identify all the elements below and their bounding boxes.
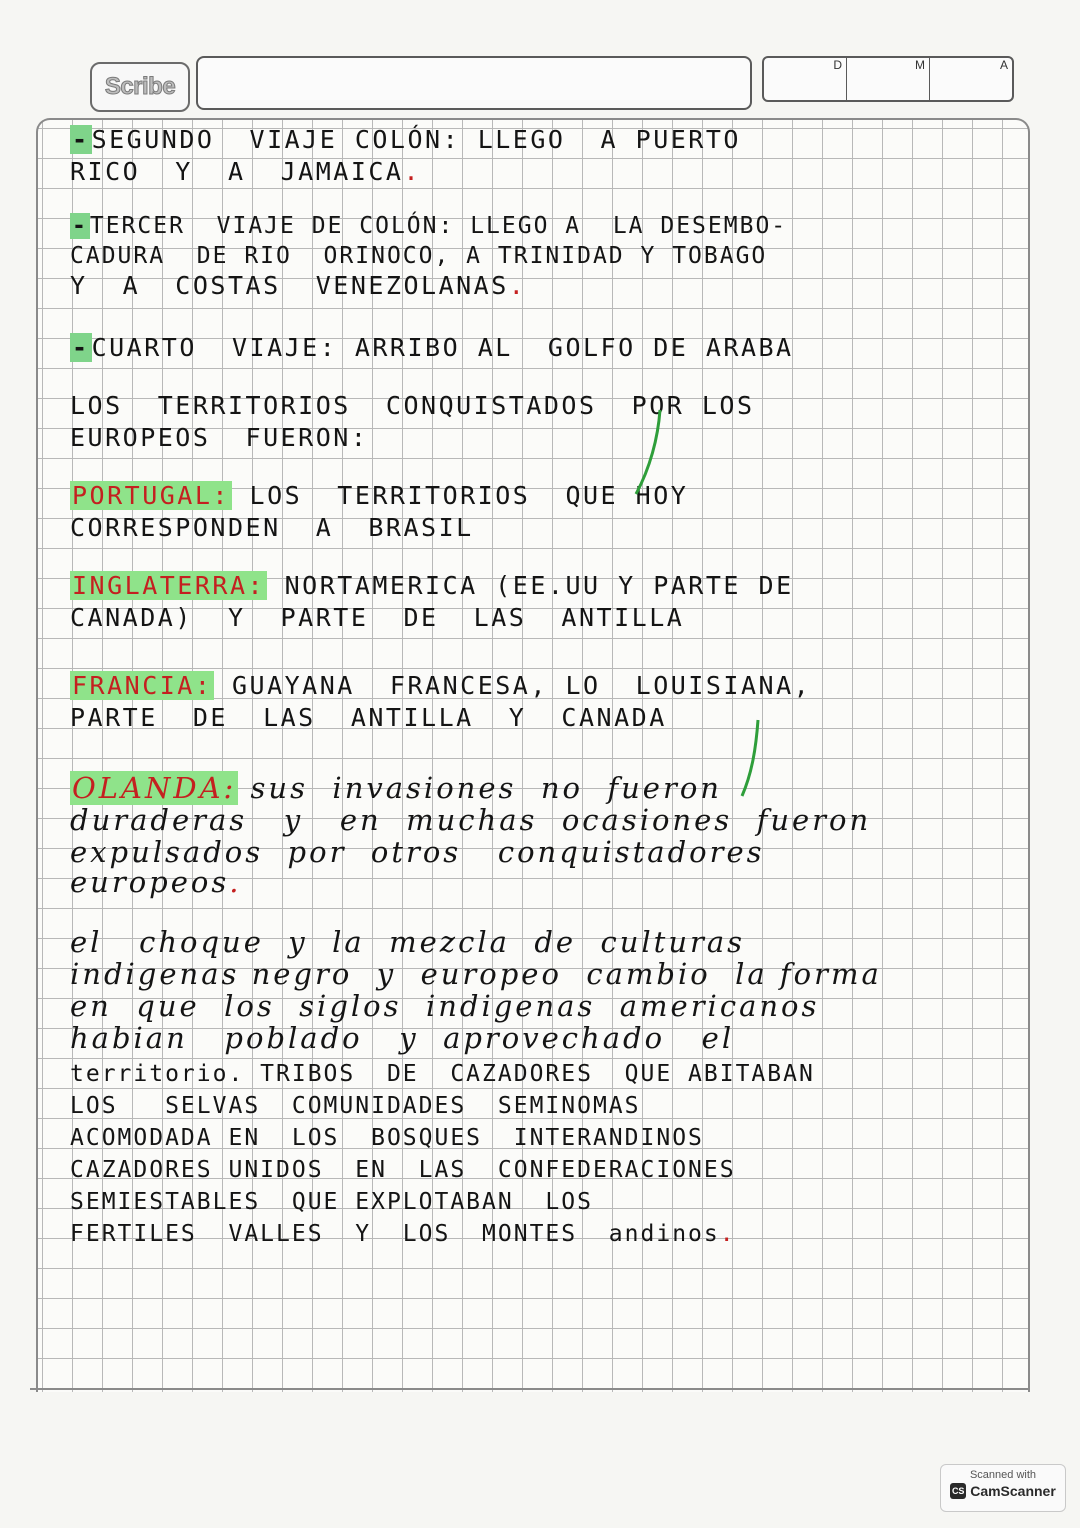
note-text: CORRESPONDEN A BRASIL — [70, 513, 474, 542]
notebook-brand-logo: Scribe — [90, 62, 190, 112]
note-text: territorio. TRIBOS DE CAZADORES QUE ABITABAN — [70, 1061, 815, 1087]
note-text: RICO Y A JAMAICA — [70, 157, 404, 186]
camscanner-badge — [940, 1464, 1066, 1512]
note-line-21 — [70, 990, 819, 1022]
note-text: CADURA DE RIO ORINOCO, A TRINIDAD Y TOBAGO — [70, 243, 768, 269]
note-line-27 — [70, 1186, 593, 1218]
note-text: CUARTO VIAJE: ARRIBO AL GOLFO DE ARABA — [91, 333, 794, 362]
note-text: GUAYANA FRANCESA, LO LOUISIANA, — [214, 671, 812, 700]
note-line-14 — [70, 702, 667, 734]
note-text: expulsados por otros conquistadores — [70, 835, 765, 869]
bullet-dash: - — [72, 125, 90, 154]
camscanner-name: CamScanner — [970, 1483, 1056, 1499]
note-text: SEGUNDO VIAJE COLÓN: LLEGO A PUERTO — [91, 125, 741, 154]
note-line-26 — [70, 1154, 736, 1186]
note-text: CAZADORES UNIDOS EN LAS CONFEDERACIONES — [70, 1157, 736, 1183]
date-day-cell — [764, 58, 847, 100]
note-line-10 — [70, 512, 474, 544]
note-line-19 — [70, 926, 745, 958]
scanned-with-text: Scanned with — [969, 1469, 1037, 1481]
note-line-2: RICO Y A JAMAICA. — [70, 157, 422, 186]
note-line-28: FERTILES VALLES Y LOS MONTES andinos. — [70, 1221, 736, 1247]
date-day-label: D — [833, 58, 842, 72]
note-text: LOS TERRITORIOS CONQUISTADOS POR LOS — [70, 391, 755, 420]
portugal-label: PORTUGAL: — [72, 481, 230, 510]
camscanner-logo-icon: CS — [950, 1483, 966, 1499]
note-text: FERTILES VALLES Y LOS MONTES andinos — [70, 1221, 720, 1247]
note-line-20 — [70, 958, 882, 990]
note-line-17 — [70, 836, 765, 868]
note-text: en que los siglos indigenas americanos — [70, 989, 820, 1023]
date-month-cell — [847, 58, 930, 100]
note-text: habian poblado y aprovechado el — [70, 1021, 735, 1055]
date-year-label: A — [999, 58, 1008, 72]
note-line-8 — [70, 422, 368, 454]
note-line-15 — [70, 772, 722, 804]
note-line-25 — [70, 1122, 704, 1154]
note-line-18: europeos. — [70, 865, 242, 899]
title-box — [196, 56, 752, 110]
note-line-4 — [70, 240, 767, 272]
note-line-9 — [70, 480, 688, 512]
note-text: el choque y la mezcla de culturas — [70, 925, 746, 959]
note-text: TERCER VIAJE DE COLÓN: LLEGO A LA DESEMBO- — [89, 213, 788, 239]
note-text: SEMIESTABLES QUE EXPLOTABAN LOS — [70, 1189, 593, 1215]
note-line-5: Y A COSTAS VENEZOLANAS. — [70, 271, 527, 300]
note-text: sus invasiones no fueron — [238, 771, 722, 805]
francia-label: FRANCIA: — [72, 671, 213, 700]
note-line-23 — [70, 1058, 815, 1090]
note-text: europeos — [70, 865, 230, 899]
note-line-22 — [70, 1022, 734, 1054]
olanda-label: OLANDA: — [72, 771, 237, 805]
note-line-6 — [70, 332, 794, 364]
date-month-label: M — [915, 58, 925, 72]
note-line-12 — [70, 602, 684, 634]
note-line-3 — [70, 210, 787, 242]
note-text: LOS SELVAS COMUNIDADES SEMINOMAS — [70, 1093, 641, 1119]
green-check-mark — [630, 408, 670, 498]
note-text: PARTE DE LAS ANTILLA Y CANADA — [70, 703, 667, 732]
note-text: LOS TERRITORIOS QUE HOY — [231, 481, 689, 510]
note-text: indigenas negro y europeo cambio la forma — [70, 957, 882, 991]
note-text: CANADA) Y PARTE DE LAS ANTILLA — [70, 603, 685, 632]
inglaterra-label: INGLATERRA: — [72, 571, 266, 600]
green-check-mark — [736, 718, 766, 798]
note-text: EUROPEOS FUERON: — [70, 423, 369, 452]
bullet-dash: - — [72, 333, 90, 362]
note-line-13 — [70, 670, 811, 702]
note-line-1 — [70, 124, 741, 156]
note-line-16 — [70, 804, 871, 836]
note-text: ACOMODADA EN LOS BOSQUES INTERANDINOS — [70, 1125, 704, 1151]
note-line-24 — [70, 1090, 641, 1122]
note-line-11 — [70, 570, 794, 602]
grid-bottom-border — [30, 1388, 1028, 1390]
note-text: duraderas y en muchas ocasiones fueron — [70, 803, 872, 837]
date-box — [762, 56, 1014, 102]
note-text: Y A COSTAS VENEZOLANAS — [70, 271, 509, 300]
bullet-dash: - — [72, 213, 88, 239]
note-text: NORTAMERICA (EE.UU Y PARTE DE — [267, 571, 794, 600]
date-year-cell — [930, 58, 1012, 100]
